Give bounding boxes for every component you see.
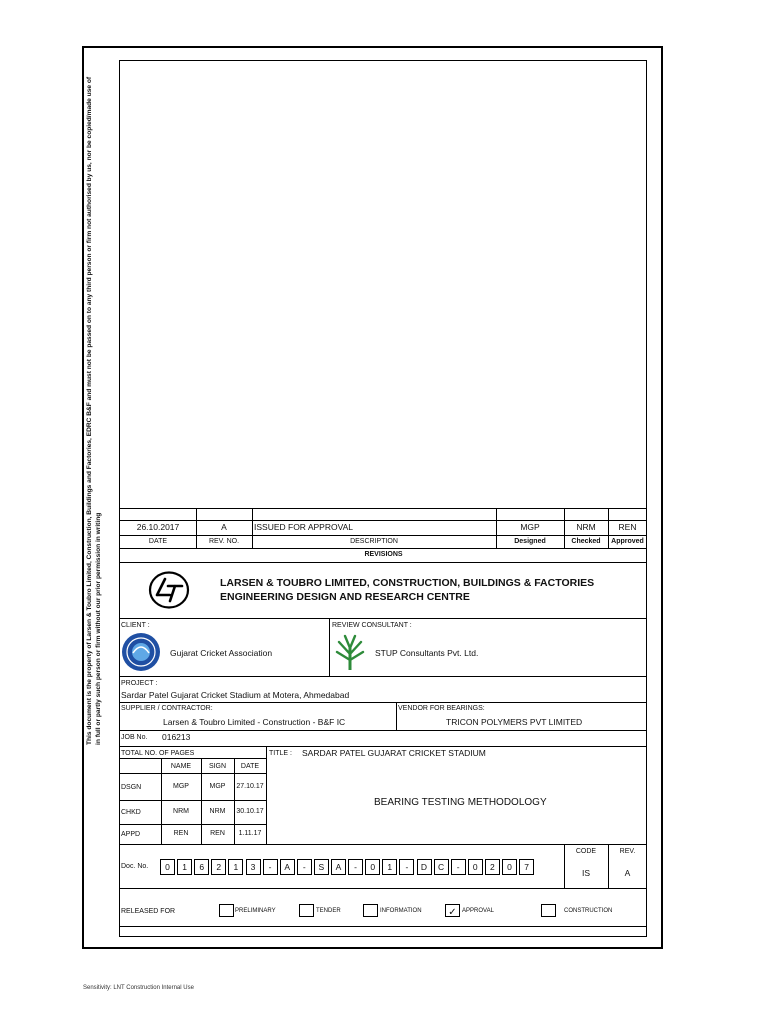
client-name: Gujarat Cricket Association <box>170 648 273 658</box>
released-for-label: RELEASED FOR <box>121 908 176 915</box>
project-name: Sardar Patel Gujarat Cricket Stadium at Motera, Ahmedabad <box>121 690 350 700</box>
doc-no-char: - <box>399 859 414 875</box>
sign-signature: MGP <box>209 783 226 790</box>
rev-line-4 <box>119 548 647 549</box>
checkbox-tender[interactable] <box>299 904 314 917</box>
sensitivity-footer: Sensitivity: LNT Construction Internal Use <box>83 985 194 991</box>
copyright-note <box>85 45 103 745</box>
doc-no-char: - <box>451 859 466 875</box>
option-tender-label: TENDER <box>316 908 341 914</box>
sign-role: CHKD <box>121 809 141 816</box>
doc-no-char: 0 <box>365 859 380 875</box>
checkbox-construction[interactable] <box>541 904 556 917</box>
doc-no-char: 2 <box>211 859 226 875</box>
released-line-bottom <box>119 926 647 927</box>
title-value: SARDAR PATEL GUJARAT CRICKET STADIUM <box>302 748 486 758</box>
doc-no-char: S <box>314 859 329 875</box>
job-number: 016213 <box>162 732 191 742</box>
doc-no-char: 1 <box>177 859 192 875</box>
lt-logo-icon <box>148 570 190 610</box>
gca-logo-icon <box>121 631 161 673</box>
rev-line-5 <box>119 562 647 563</box>
doc-no-char: - <box>348 859 363 875</box>
document-subject: BEARING TESTING METHODOLOGY <box>374 797 547 808</box>
sign-header-date: DATE <box>240 763 260 770</box>
rev-designed: MGP <box>520 522 540 532</box>
sign-line-3 <box>119 800 266 801</box>
rev-header-rev: REV. NO. <box>208 538 240 545</box>
rev-header-approved: Approved <box>611 538 644 545</box>
rev-line-top <box>119 508 647 509</box>
doc-line-top <box>119 844 647 845</box>
option-preliminary-label: PRELIMINARY <box>235 908 276 914</box>
rev-header-designed: Designed <box>514 538 546 545</box>
sign-signature: REN <box>210 830 225 837</box>
copyright-line-1: This document is the property of Larsen & Toubro Limited, Construction, Buildings and Factories, EDRC B&F and must not be passed on to any third person or firm not authorised by us, nor be copied/made use of <box>86 76 93 745</box>
rev-header-date: DATE <box>148 538 168 545</box>
option-construction-label: CONSTRUCTION <box>564 908 613 914</box>
rev-checked: NRM <box>576 522 596 532</box>
released-line-top <box>119 888 647 889</box>
code-value: IS <box>581 868 591 878</box>
doc-no-char: 0 <box>468 859 483 875</box>
doc-no-char: 0 <box>160 859 175 875</box>
rev-label: REV. <box>619 848 636 855</box>
doc-no-char: 0 <box>502 859 517 875</box>
checkbox-approval[interactable] <box>445 904 460 917</box>
doc-no-char: 2 <box>485 859 500 875</box>
consultant-label: REVIEW CONSULTANT : <box>332 622 412 629</box>
project-label: PROJECT : <box>121 680 158 687</box>
vendor-name: TRICON POLYMERS PVT LIMITED <box>446 717 583 727</box>
doc-no-char: D <box>417 859 432 875</box>
vendor-label: VENDOR FOR BEARINGS: <box>398 705 485 712</box>
company-line-bottom <box>119 618 647 619</box>
option-approval-label: APPROVAL <box>462 908 494 914</box>
checkbox-preliminary[interactable] <box>219 904 234 917</box>
sign-name: REN <box>173 830 189 837</box>
rev-approved: REN <box>618 522 637 532</box>
revisions-title: REVISIONS <box>364 551 403 558</box>
sign-date: 1.11.17 <box>238 830 262 837</box>
doc-no-char: A <box>331 859 346 875</box>
checkbox-information[interactable] <box>363 904 378 917</box>
sign-header-name: NAME <box>170 763 192 770</box>
sign-date: 30.10.17 <box>236 808 264 815</box>
total-pages-label: TOTAL NO. OF PAGES <box>121 750 195 757</box>
sign-line-2 <box>119 773 266 774</box>
client-label: CLIENT : <box>121 622 150 629</box>
rev-line-2 <box>119 520 647 521</box>
option-information-label: INFORMATION <box>380 908 422 914</box>
supplier-label: SUPPLIER / CONTRACTOR: <box>121 705 213 712</box>
title-divider <box>266 746 267 844</box>
doc-no-char: - <box>297 859 312 875</box>
consultant-name: STUP Consultants Pvt. Ltd. <box>375 648 479 658</box>
company-name: LARSEN & TOUBRO LIMITED, CONSTRUCTION, BUILDINGS & FACTORIES <box>220 577 595 589</box>
doc-no-char: 1 <box>228 859 243 875</box>
sign-role: APPD <box>121 831 141 838</box>
doc-no-char: 1 <box>382 859 397 875</box>
doc-no-label: Doc. No. <box>121 863 149 870</box>
supplier-name: Larsen & Toubro Limited - Construction - B&F IC <box>163 717 346 727</box>
project-line-bottom <box>119 702 647 703</box>
sign-header-sign: SIGN <box>208 763 227 770</box>
client-line-bottom <box>119 676 647 677</box>
client-divider <box>329 618 330 676</box>
supplier-divider <box>396 702 397 730</box>
rev-header-description: DESCRIPTION <box>350 538 398 545</box>
rev-number: A <box>221 522 227 532</box>
doc-no-char: A <box>280 859 295 875</box>
sign-line-4 <box>119 824 266 825</box>
job-label: JOB No. <box>121 734 148 741</box>
title-label: TITLE : <box>269 750 292 757</box>
rev-date: 26.10.2017 <box>136 522 180 532</box>
doc-no-char: - <box>263 859 278 875</box>
sign-date: 27.10.17 <box>236 783 264 790</box>
sign-line-1 <box>119 758 266 759</box>
company-division: ENGINEERING DESIGN AND RESEARCH CENTRE <box>220 591 470 603</box>
doc-no-char: 7 <box>519 859 534 875</box>
code-label: CODE <box>575 848 597 855</box>
sign-role: DSGN <box>121 784 142 791</box>
stup-logo-icon <box>333 632 367 672</box>
rev-value: A <box>624 868 631 878</box>
job-line-bottom <box>119 746 647 747</box>
rev-line-3 <box>119 535 647 536</box>
sign-name: MGP <box>173 783 189 790</box>
copyright-line-2: in full or partly such person or firm without our prior permission in writing <box>95 512 102 745</box>
doc-no-char: 3 <box>246 859 261 875</box>
sign-signature: NRM <box>209 808 226 815</box>
rev-header-checked: Checked <box>571 538 601 545</box>
sign-name: NRM <box>173 808 189 815</box>
doc-no-char: 6 <box>194 859 209 875</box>
check-icon: ✓ <box>448 907 457 918</box>
rev-description: ISSUED FOR APPROVAL <box>254 522 354 532</box>
doc-no-char: C <box>434 859 449 875</box>
supplier-line-bottom <box>119 730 647 731</box>
